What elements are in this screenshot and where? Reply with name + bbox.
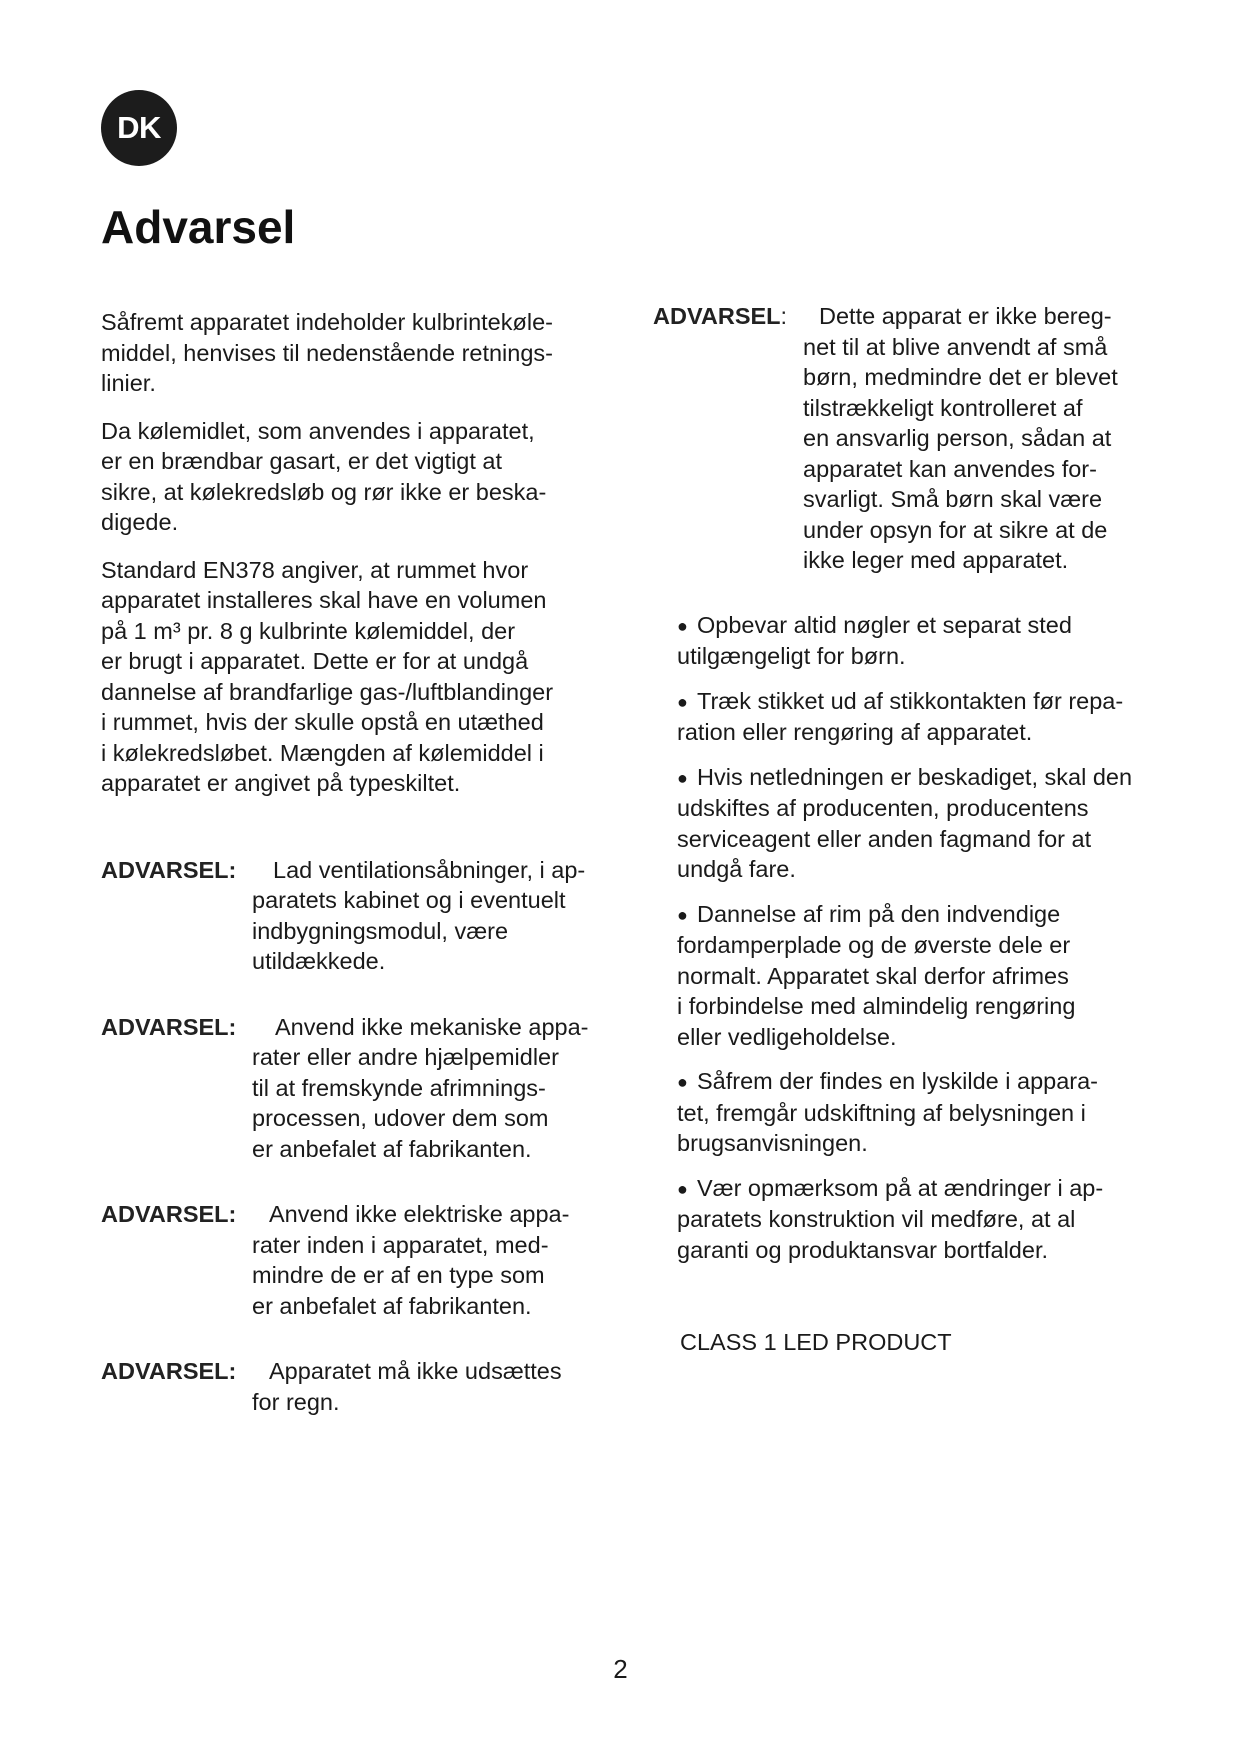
bullet-icon: ● [677,1178,688,1199]
right-column [653,301,1173,1358]
list-item: ● Opbevar altid nøgler et separat sted utilgængeligt for børn. [677,611,1072,669]
bullet-icon: ● [677,691,688,712]
page-title: Advarsel [101,201,296,253]
warning-ventilation: ADVARSEL: Lad ventilationsåbninger, i ap- paratets kabinet og i eventuelt indbygningsmodul, være utildækkede. [101,856,586,974]
standard-paragraph: Standard EN378 angiver, at rummet hvor apparatet installeres skal have en volumen på 1 m³ pr. 8 g kulbrinte kølemiddel, der er brugt i apparatet. Dette er for at undgå dannelse af brandfarlige gas-/luftblandinger i rummet, hvis der skulle opstå en utæthed i kølekredsløbet. Mængden af kølemiddel i apparatet er angivet på typeskiltet. [101,556,554,796]
bullet-icon: ● [677,767,688,788]
warning-rain: ADVARSEL: Apparatet må ikke udsættes for regn. [101,1358,562,1415]
language-badge [101,90,177,166]
list-item: ● Dannelse af rim på den indvendige fordamperplade og de øverste dele er normalt. Apparatet skal derfor afrimes i forbindelse med almindelig rengøring eller vedligeholdelse. [677,900,1076,1050]
warning-children: ADVARSEL: Dette apparat er ikke bereg- net til at blive anvendt af små børn, medmindre det er blevet tilstrækkeligt kontrolleret af en ansvarlig person, sådan at apparatet kan anvendes for- svarligt. Små børn skal være under opsyn for at sikre at de ikke leger med apparatet. [653,303,1118,573]
bullet-icon: ● [677,904,688,925]
list-item: ● Hvis netledningen er beskadiget, skal den udskiftes af producenten, producentens serviceagent eller anden fagmand for at undgå fare. [677,763,1133,882]
refrigerant-paragraph: Da kølemidlet, som anvendes i apparatet, er en brændbar gasart, er det vigtigt at sikre, at kølekredsløb og rør ikke er beska- digede. [101,417,547,535]
list-item: ● Vær opmærksom på at ændringer i ap- paratets konstruktion vil medføre, at al garanti og produktansvar bortfalder. [677,1174,1104,1263]
language-code: DK [117,110,161,145]
bullet-icon: ● [677,1072,688,1092]
class-led-notice: CLASS 1 LED PRODUCT [680,1329,952,1355]
list-item: ● Såfrem der findes en lyskilde i appara- tet, fremgår udskiftning af belysningen i brugsanvisningen. [677,1068,1099,1156]
warning-label: ADVARSEL: [101,1358,237,1384]
left-column [101,307,621,1452]
intro-paragraph: Såfremt apparatet indeholder kulbrintekøle- middel, henvises til nedenstående retnings- linier. [101,309,553,396]
safety-bullet-list [677,610,1173,1266]
warning-label: ADVARSEL: [101,1201,237,1227]
warning-electrical: ADVARSEL: Anvend ikke elektriske appa- rater inden i apparatet, med- mindre de er af en type som er anbefalet af fabrikanten. [101,1201,570,1319]
warning-label: ADVARSEL: [101,856,237,883]
warning-label: ADVARSEL: [101,1013,237,1040]
list-item: ● Træk stikket ud af stikkontakten før repa- ration eller rengøring af apparatet. [677,687,1124,745]
warning-label: ADVARSEL: [653,303,788,329]
warning-mechanical: ADVARSEL: Anvend ikke mekaniske appa- rater eller andre hjælpemidler til at fremskynde afrimnings- processen, udover dem som er anbefalet af fabrikanten. [101,1013,589,1162]
bullet-icon: ● [677,615,688,636]
page-number: 2 [613,1654,628,1684]
